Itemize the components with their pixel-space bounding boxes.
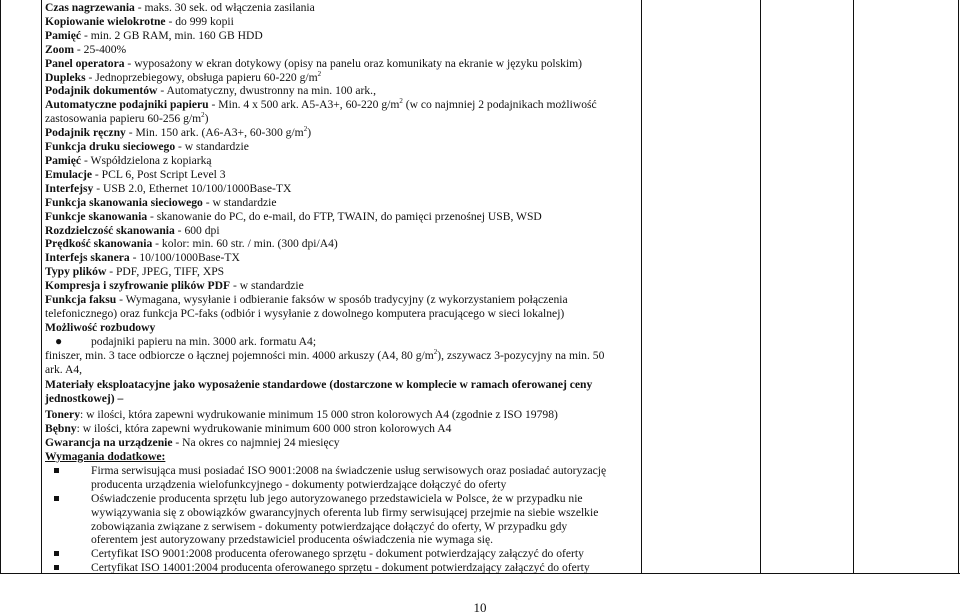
spec-label: Kopiowanie wielokrotne [45, 14, 166, 28]
column-divider [760, 0, 761, 574]
requirement-text: zobowiązania związane z serwisem - dokumenty potwierdzające dołączyć do oferty, W przypadku gdy [91, 519, 568, 533]
spec-value: - wyposażony w ekran dotykowy (opisy na panelu oraz komunikaty na ekranie w języku polskim) [124, 56, 583, 70]
section-heading: Wymagania dodatkowe: [45, 450, 166, 463]
square-bullet-icon [54, 496, 59, 501]
spec-value: - w standardzie [230, 279, 304, 293]
spec-value: - Współdzielona z kopiarką [81, 153, 212, 167]
spec-value: - Min. 4 x 500 ark. A5-A3+, 60-220 g/m [208, 98, 400, 112]
spec-label: Tonery [45, 408, 81, 422]
spec-value: - skanowanie do PC, do e-mail, do FTP, TWAIN, do pamięci przenośnej USB, WSD [147, 209, 542, 223]
requirement-item [45, 492, 640, 548]
spec-value: - 25-400% [73, 42, 127, 56]
spec-label: Pamięć [45, 153, 82, 167]
spec-label: Emulacje [45, 167, 93, 181]
spec-value: ) [307, 126, 312, 140]
spec-value: - Wymagana, wysyłanie i odbieranie faksów w sposób tradycyjny (z wykorzystaniem połączenia [116, 293, 568, 307]
spec-label: Kompresja i szyfrowanie plików PDF [45, 279, 231, 293]
superscript: 2 [433, 347, 438, 356]
requirement-text: producenta urządzenia wielofunkcyjnego - dokumenty potwierdzające dołączyć do oferty [91, 477, 507, 491]
spec-value: podajniki papieru na min. 3000 ark. formatu A4; [91, 334, 317, 348]
spec-label: jednostkowej) – [45, 392, 124, 406]
requirement-text: oferentem jest autoryzowany przedstawiciel producenta oświadczenia nie wymaga się. [91, 533, 494, 547]
spec-label: Materiały eksploatacyjne jako wyposażenie standardowe (dostarczone w komplecie w ramach oferowanej ceny [45, 378, 593, 392]
spec-label: Typy plików [45, 265, 107, 279]
spec-value: - w standardzie [175, 140, 249, 154]
requirement-item [45, 561, 640, 575]
spec-value: - PDF, JPEG, TIFF, XPS [106, 265, 225, 279]
table-border-left [0, 0, 1, 574]
superscript: 2 [201, 111, 205, 120]
spec-label: Rozdzielczość skanowania [45, 223, 175, 237]
square-bullet-icon [54, 565, 59, 570]
spec-label: Panel operatora [45, 56, 125, 70]
spec-label: Czas nagrzewania [45, 1, 135, 14]
spec-label: Pamięć [45, 28, 82, 42]
spec-value: finiszer, min. 3 tace odbiorcze o łącznej pojemności min. 4000 arkuszy (A4, 80 g/m [45, 348, 434, 362]
spec-label: Możliwość rozbudowy [45, 320, 156, 334]
superscript: 2 [303, 125, 308, 134]
requirement-text: wywiązywania się z obowiązków gwarancyjnych oferenta lub firmy serwisującej przejmie na siebie wszelkie [91, 505, 599, 519]
spec-value: - kolor: min. 60 str. / min. (300 dpi/A4) [152, 237, 338, 251]
spec-value: - Jednoprzebiegowy, obsługa papieru 60-220 g/m [85, 70, 318, 84]
spec-value: - maks. 30 sek. od włączenia zasilania [134, 1, 315, 14]
spec-value: ark. A4, [45, 362, 83, 376]
spec-label: Dupleks [45, 70, 86, 84]
requirement-text: Firma serwisująca musi posiadać ISO 9001:2008 na świadczenie usług serwisowych oraz posiadać autoryzację [91, 463, 607, 477]
spec-label: Zoom [45, 42, 74, 56]
spec-label: Funkcja faksu [45, 293, 117, 307]
spec-value: - PCL 6, Post Script Level 3 [92, 167, 226, 181]
spec-label: Podajnik ręczny [45, 126, 126, 140]
spec-label: Interfejsy [45, 181, 94, 195]
square-bullet-icon [54, 468, 59, 473]
requirement-item [45, 547, 640, 561]
requirement-text: Certyfikat ISO 9001:2008 producenta oferowanego sprzętu - dokument potwierdzający załączyć do oferty [91, 547, 584, 561]
specification-text [45, 1, 640, 575]
spec-label: Automatyczne podajniki papieru [45, 98, 209, 112]
spec-label: Funkcja skanowania sieciowego [45, 195, 203, 209]
spec-value: (w co najmniej 2 podajnikach możliwość [402, 98, 597, 112]
spec-value: ), zszywacz 3-pozycyjny na min. 50 [437, 348, 605, 362]
requirement-item [45, 464, 640, 492]
spec-value: - 10/100/1000Base-TX [129, 251, 240, 265]
spec-value: - min. 2 GB RAM, min. 160 GB HDD [81, 28, 263, 42]
spec-value: zastosowania papieru 60-256 g/m [45, 112, 202, 126]
spec-label: Funkcja druku sieciowego [45, 140, 176, 154]
spec-label: Funkcje skanowania [45, 209, 148, 223]
spec-value: : w ilości, która zapewni wydrukowanie minimum 600 000 stron kolorowych A4 [76, 422, 452, 436]
spec-value: : w ilości, która zapewni wydrukowanie minimum 15 000 stron kolorowych A4 (zgodnie z ISO 19798) [80, 408, 558, 422]
requirement-text: Oświadczenie producenta sprzętu lub jego autoryzowanego przedstawiciela w Polsce, że w przypadku nie [91, 491, 583, 505]
spec-value: - Automatyczny, dwustronny na min. 100 ark., [157, 84, 376, 98]
column-divider [641, 0, 642, 574]
requirement-text: Certyfikat ISO 14001:2004 producenta oferowanego sprzętu - dokument potwierdzający załączyć do oferty [91, 561, 590, 575]
spec-value: - USB 2.0, Ethernet 10/100/1000Base-TX [93, 181, 292, 195]
spec-value: - Na okres co najmniej 24 miesięcy [172, 436, 340, 450]
superscript: 2 [317, 69, 322, 78]
spec-value: - w standardzie [202, 195, 277, 209]
superscript: 2 [399, 97, 403, 106]
spec-label: Bębny [45, 422, 77, 436]
spec-label: Gwarancja na urządzenie [45, 436, 173, 450]
column-divider [41, 0, 42, 574]
spec-label: Podajnik dokumentów [45, 84, 158, 98]
spec-value: ) [204, 112, 209, 126]
spec-value: - Min. 150 ark. (A6-A3+, 60-300 g/m [125, 126, 304, 140]
square-bullet-icon [54, 551, 59, 556]
spec-value: - do 999 kopii [165, 14, 234, 28]
spec-value: telefonicznego) oraz funkcja PC-faks (odbiór i wysyłanie z dowolnego komputera pracującego w sieci lokalnej) [45, 306, 565, 320]
spec-value: - 600 dpi [174, 223, 220, 237]
spec-label: Prędkość skanowania [45, 237, 153, 251]
bullet-icon: ● [55, 333, 63, 348]
column-divider [853, 0, 854, 574]
table-border-right [958, 0, 959, 574]
spec-label: Interfejs skanera [45, 251, 130, 265]
page-number: 10 [473, 600, 487, 615]
